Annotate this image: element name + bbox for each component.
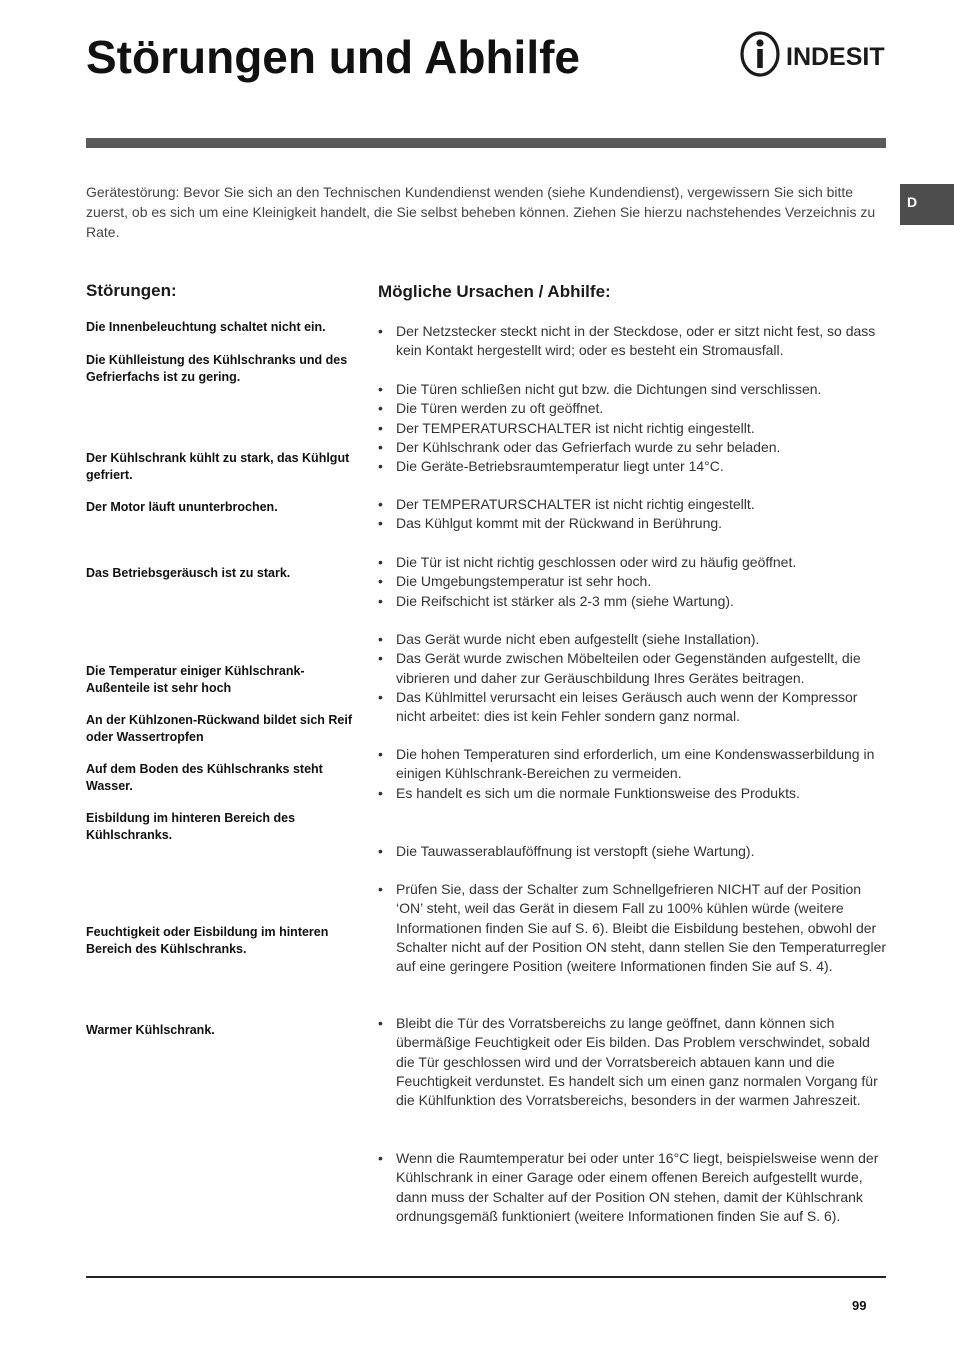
cause-item [378,745,888,784]
bullet-icon: • [378,746,383,762]
cause-item [378,322,888,361]
cause-text: Die Tauwasserablauföffnung ist verstopft (siehe Wartung). [396,843,755,859]
cause-group [378,1014,888,1110]
cause-text: Die Türen werden zu oft geöffnet. [396,400,604,417]
cause-text: Wenn die Raumtemperatur bei oder unter 16°C liegt, beispielsweise wenn der Kühlschrank in einer Garage oder einem offenen Bereich aufgestellt wurde, dann muss der Schalter auf der Position ON stehen, damit der Kühlschrank ordnungsgemäß funktioniert (weitere Informationen finden Sie auf S. 6). [396,1150,879,1224]
cause-text: Der Kühlschrank oder das Gefrierfach wurde zu sehr beladen. [396,438,781,455]
cause-item [378,880,888,976]
bullet-icon: • [378,881,383,897]
causes-heading: Mögliche Ursachen / Abhilfe: [378,282,611,301]
cause-item [378,514,888,533]
cause-text: Das Kühlmittel verursacht ein leises Geräusch auch wenn der Kompressor nicht arbeitet: dies ist kein Fehler sondern ganz normal. [396,688,858,725]
cause-item [378,495,888,514]
bullet-icon: • [378,592,383,609]
problem-item: Die Innenbeleuchtung schaltet nicht ein. [86,320,326,334]
cause-text: Es handelt es sich um die normale Funktionsweise des Produkts. [396,784,800,801]
problem-item: Eisbildung im hinteren Bereich des Kühlschranks. [86,811,296,842]
cause-group [378,842,888,861]
cause-item [378,784,888,803]
bullet-icon: • [378,631,383,647]
cause-text: Prüfen Sie, dass der Schalter zum Schnellgefrieren NICHT auf der Position ‘ON’ steht, weil das Gerät in diesem Fall zu 100% kühlen würde (weitere Informationen finden Sie auf S. 6). Bleibt die Eisbildung bestehen, obwohl der Schalter nicht auf der Position ON steht, dann stellen Sie den Temperaturregler auf eine geringere Position (weitere Informationen finden Sie auf S. 4). [396,881,887,975]
bullet-icon: • [378,400,383,417]
cause-group [378,553,888,611]
problem-item: Warmer Kühlschrank. [86,1023,215,1037]
bullet-icon: • [378,515,383,532]
cause-text: Die Tür ist nicht richtig geschlossen oder wird zu häufig geöffnet. [396,554,797,570]
cause-item [378,572,888,591]
cause-group [378,630,888,726]
cause-text: Das Gerät wurde nicht eben aufgestellt (siehe Installation). [396,631,760,647]
indesit-logo [738,30,900,78]
bullet-icon: • [378,1015,383,1031]
intro-paragraph: Gerätestörung: Bevor Sie sich an den Technischen Kundendienst wenden (siehe Kundendienst), vergewissern Sie sich bitte zuerst, ob es sich um eine Kleinigkeit handelt, die Sie selbst beheben können. Ziehen Sie hierzu nachstehendes Verzeichnis zu Rate. [86,184,876,240]
cause-text: Die hohen Temperaturen sind erforderlich, um eine Kondenswasserbildung in einigen Kühlschrank-Bereichen zu vermeiden. [396,746,875,782]
bullet-icon: • [378,1150,383,1166]
cause-item [378,630,888,649]
cause-text: Das Gerät wurde zwischen Möbelteilen oder Gegenständen aufgestellt, die vibrieren und daher zur Geräuschbildung Ihres Gerätes beitragen. [396,650,861,686]
bullet-icon: • [378,438,383,455]
problem-item: Das Betriebsgeräusch ist zu stark. [86,566,291,580]
cause-text: Die Reifschicht ist stärker als 2-3 mm (siehe Wartung). [396,592,734,609]
cause-group [378,380,888,476]
cause-text: Der TEMPERATURSCHALTER ist nicht richtig eingestellt. [396,419,755,436]
cause-text: Die Umgebungstemperatur ist sehr hoch. [396,573,652,590]
cause-item [378,380,888,399]
brand-wordmark: INDESIT [786,43,885,71]
bullet-icon: • [378,419,383,436]
problem-item: Auf dem Boden des Kühlschranks steht Wasser. [86,762,323,793]
bullet-icon: • [378,554,383,570]
cause-item [378,419,888,438]
bullet-icon: • [378,784,383,801]
cause-group [378,745,888,803]
bullet-icon: • [378,573,383,590]
cause-item [378,842,888,861]
bullet-icon: • [378,843,383,859]
problem-item: Die Kühlleistung des Kühlschranks und des Gefrierfachs ist zu gering. [86,353,348,384]
problem-item: An der Kühlzonen-Rückwand bildet sich Reif oder Wassertropfen [86,713,352,744]
footer-rule [86,1276,886,1278]
language-tab: D [900,184,954,225]
cause-text: Der Netzstecker steckt nicht in der Steckdose, oder er sitzt nicht fest, so dass kein Kontakt hergestellt wird; oder es besteht ein Stromausfall. [396,323,876,359]
cause-text: Die Türen schließen nicht gut bzw. die Dichtungen sind verschlissen. [396,381,822,397]
cause-group [378,495,888,534]
cause-group [378,1149,888,1226]
cause-item [378,1149,888,1226]
bullet-icon: • [378,458,383,475]
bullet-icon: • [378,688,383,705]
bullet-icon: • [378,381,383,397]
problem-item: Der Kühlschrank kühlt zu stark, das Kühlgut gefriert. [86,451,350,482]
bullet-icon: • [378,650,383,667]
problem-item: Der Motor läuft ununterbrochen. [86,500,278,514]
page-title: Störungen und Abhilfe [86,31,581,83]
bullet-icon: • [378,496,383,512]
problem-item: Die Temperatur einiger Kühlschrank-Außenteile ist sehr hoch [86,664,305,695]
header-divider-bar [86,138,886,148]
cause-text: Die Geräte-Betriebsraumtemperatur liegt unter 14°C. [396,458,724,475]
cause-item [378,438,888,457]
cause-text: Der TEMPERATURSCHALTER ist nicht richtig eingestellt. [396,496,755,512]
cause-item [378,1014,888,1110]
cause-item [378,649,888,688]
cause-item [378,688,888,727]
cause-text: Bleibt die Tür des Vorratsbereichs zu lange geöffnet, dann können sich übermäßige Feuchtigkeit oder Eis bilden. Das Problem verschwindet, sobald die Tür geschlossen wird und der Vorratsbereich abtauen kann und die Feuchtigkeit verdunstet. Es handelt sich um einen ganz normalen Vorgang für die Kühlfunktion des Vorratsbereichs, besonders in der warmen Jahreszeit. [396,1015,878,1109]
bullet-icon: • [378,323,383,339]
cause-item [378,553,888,572]
cause-item [378,399,888,418]
problem-item: Feuchtigkeit oder Eisbildung im hinteren Bereich des Kühlschranks. [86,925,329,956]
cause-group [378,322,888,361]
page-number: 99 [852,1298,867,1313]
cause-item [378,457,888,476]
cause-text: Das Kühlgut kommt mit der Rückwand in Berührung. [396,515,723,532]
problems-heading: Störungen: [86,281,177,300]
cause-group [378,880,888,976]
cause-item [378,592,888,611]
